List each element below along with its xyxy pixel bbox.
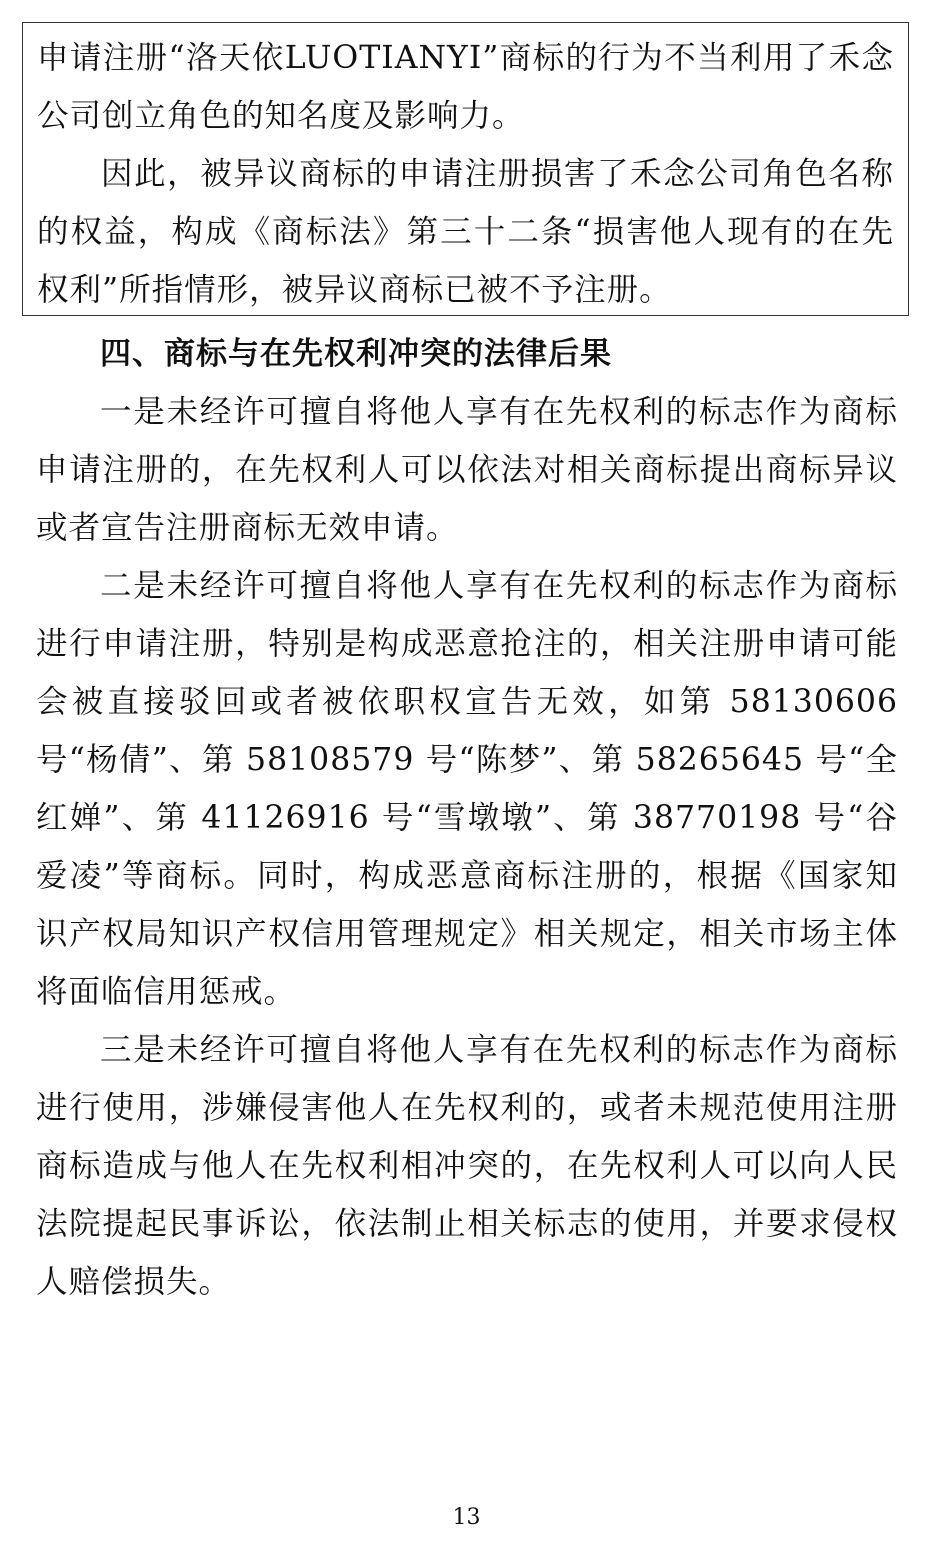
case-paragraph-2: 因此，被异议商标的申请注册损害了禾念公司角色名称的权益，构成《商标法》第三十二条“损害他人现有的在先权利”所指情形，被异议商标已被不予注册。 bbox=[37, 156, 894, 308]
consequence-paragraph-2: 二是未经许可擅自将他人享有在先权利的标志作为商标进行申请注册，特别是构成恶意抢注的，相关注册申请可能会被直接驳回或者被依职权宣告无效，如第 58130606 号“杨倩”、第 58108579 号“陈梦”、第 58265645 号“全红婵”、第 41126916 号“雪墩墩”、第 38770198 号“谷爱凌”等商标。同时，构成恶意商标注册的，根据《国家知识产权局知识产权信用管理规定》相关规定，相关市场主体将面临信用惩戒。 bbox=[36, 568, 898, 1010]
section-body bbox=[36, 325, 898, 1311]
case-paragraph-1: 申请注册“洛天依LUOTIANYI”商标的行为不当利用了禾念公司创立角色的知名度及影响力。 bbox=[37, 40, 894, 134]
section-heading: 四、商标与在先权利冲突的法律后果 bbox=[100, 336, 612, 372]
consequence-paragraph-1: 一是未经许可擅自将他人享有在先权利的标志作为商标申请注册的，在先权利人可以依法对相关商标提出商标异议或者宣告注册商标无效申请。 bbox=[36, 394, 898, 546]
case-example-box bbox=[22, 22, 909, 316]
page-number: 13 bbox=[452, 1505, 481, 1530]
consequence-paragraph-3: 三是未经许可擅自将他人享有在先权利的标志作为商标进行使用，涉嫌侵害他人在先权利的，或者未规范使用注册商标造成与他人在先权利相冲突的，在先权利人可以向人民法院提起民事诉讼，依法制止相关标志的使用，并要求侵权人赔偿损失。 bbox=[36, 1032, 898, 1300]
